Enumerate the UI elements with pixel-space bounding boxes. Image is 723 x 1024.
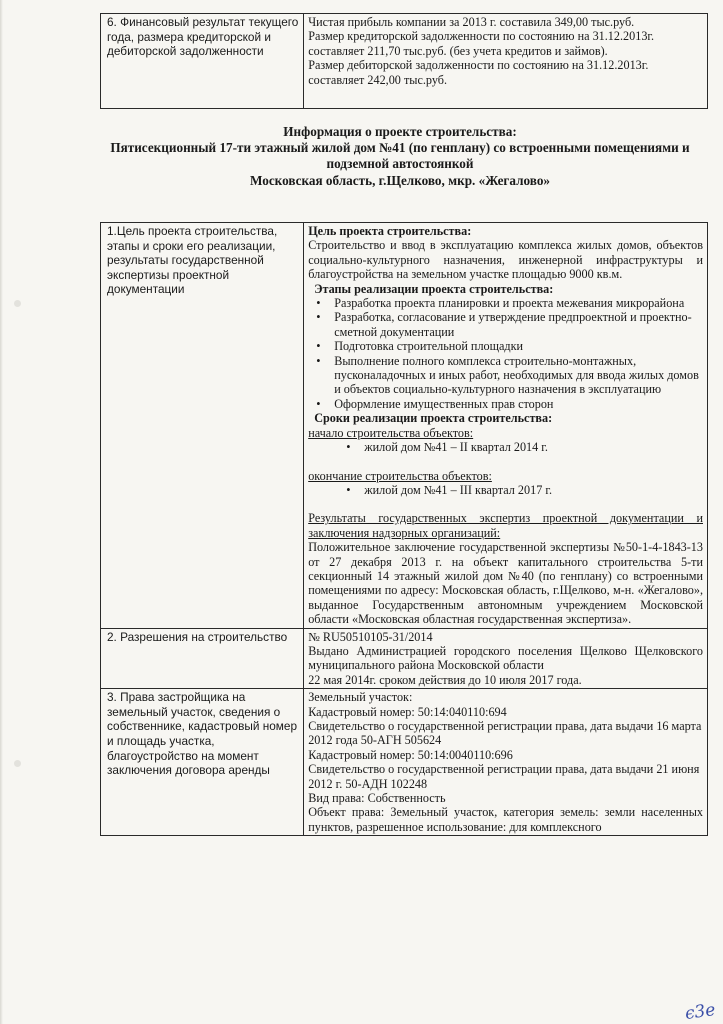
text-line: Земельный участок: (308, 690, 413, 705)
list-item: • Разработка, согласование и утверждение предпроектной и проектно-сметной документации (308, 310, 703, 339)
row-content (304, 689, 708, 836)
permit-number: № RU50510105-31/2014 (308, 629, 433, 644)
list-item: • Подготовка строительной площадки (308, 339, 703, 353)
list-item: • жилой дом №41 – III квартал 2017 г. (308, 483, 703, 497)
results-text: Положительное заключение государственной экспертизы №50-1-4-1843-13 от 27 декабря 2013 г. на объект капитального строительства 5-ти секционный 14 этажный жилой дом №40 (по генплану) со встроенными помещениями по адресу: Московская область, г.Щелково, м-н. «Жегалово», выданное Государственным автономным учреждением Московской области «Московская областная государственная экспертиза». (308, 540, 703, 627)
section-heading (80, 124, 720, 189)
text-line: Размер дебиторской задолженности по состоянию на 31.12.2013г. составляет 242,00 тыс.руб. (308, 58, 649, 87)
text-line: Чистая прибыль компании за 2013 г. составила 349,00 тыс.руб. (308, 15, 635, 29)
page-fold-shadow (0, 0, 3, 1024)
end-label: окончание строительства объектов: (308, 468, 492, 483)
text-line: Объект права: Земельный участок, категория земель: земли населенных пунктов, разрешенное использование: для комплексного (308, 805, 703, 834)
financial-result-table (100, 13, 708, 109)
spacer (308, 497, 703, 511)
text-line: Вид права: Собственность (308, 791, 446, 806)
goal-text: Строительство и ввод в эксплуатацию комплекса жилых домов, объектов социально-культурного назначения, инженерной инфраструктуры и благоустройства на земельном участке площадью 9000 кв.м. (308, 238, 703, 282)
goal-title: Цель проекта строительства: (308, 224, 472, 238)
row-label: 3. Права застройщика на земельный участок, сведения о собственнике, кадастровый номер и площадь участка, благоустройство на момент заключения договора аренды (101, 689, 304, 836)
results-title: Результаты государственных экспертиз проектной документации и заключения надзорных организаций: (308, 511, 703, 540)
list-item: • Оформление имущественных прав сторон (308, 397, 703, 411)
permit-validity: 22 мая 2014г. сроком действия до 10 июля 2017 года. (308, 672, 582, 687)
stages-list (308, 296, 703, 411)
text-line: Свидетельство о государственной регистрации права, дата выдачи 21 июня 2012 г. 50-АДН 102248 (308, 762, 700, 791)
end-list (308, 483, 703, 497)
row-label: 2. Разрешения на строительство (101, 628, 304, 689)
table-row (101, 223, 708, 629)
text-line: Кадастровый номер: 50:14:0040110:696 (308, 747, 513, 762)
spacer (308, 455, 703, 469)
row-content (304, 14, 708, 109)
handwritten-page-number: є3е (683, 999, 717, 1024)
heading-line: Пятисекционный 17-ти этажный жилой дом №41 (по генплану) со встроенными помещениями и подземной автостоянкой (110, 140, 690, 172)
punch-hole (14, 300, 21, 307)
row-label: 6. Финансовый результат текущего года, размера кредиторской и дебиторской задолженности (101, 14, 304, 109)
list-item: • жилой дом №41 – II квартал 2014 г. (308, 440, 703, 454)
row-content (304, 628, 708, 689)
text-line: Размер кредиторской задолженности по состоянию на 31.12.2013г. составляет 211,70 тыс.руб. (без учета кредитов и займов). (308, 29, 655, 58)
list-item: • Разработка проекта планировки и проекта межевания микрорайона (308, 296, 703, 310)
start-list (308, 440, 703, 454)
start-label: начало строительства объектов: (308, 425, 474, 440)
heading-line: Информация о проекте строительства: (283, 124, 517, 139)
stages-title: Этапы реализации проекта строительства: (314, 281, 554, 296)
heading-line: Московская область, г.Щелково, мкр. «Жегалово» (249, 172, 551, 188)
table-row (101, 689, 708, 836)
row-content (304, 223, 708, 629)
terms-title: Сроки реализации проекта строительства: (314, 411, 553, 426)
punch-hole (14, 760, 21, 767)
table-row (101, 628, 708, 689)
text-line: Кадастровый номер: 50:14:040110:694 (308, 704, 507, 719)
table-row (101, 14, 708, 109)
permit-issuer: Выдано Администрацией городского поселения Щелково Щелковского муниципального района Московской области (308, 643, 703, 673)
project-info-table (100, 222, 708, 836)
list-item: • Выполнение полного комплекса строительно-монтажных, пусконаладочных и иных работ, необходимых для ввода жилых домов и объектов социально-культурного назначения в эксплуатацию (308, 354, 703, 397)
text-line: Свидетельство о государственной регистрации права, дата выдачи 16 марта 2012 года 50-АГН 505624 (308, 719, 702, 748)
row-label: 1.Цель проекта строительства, этапы и сроки его реализации, результаты государственной экспертизы проектной документации (101, 223, 304, 629)
